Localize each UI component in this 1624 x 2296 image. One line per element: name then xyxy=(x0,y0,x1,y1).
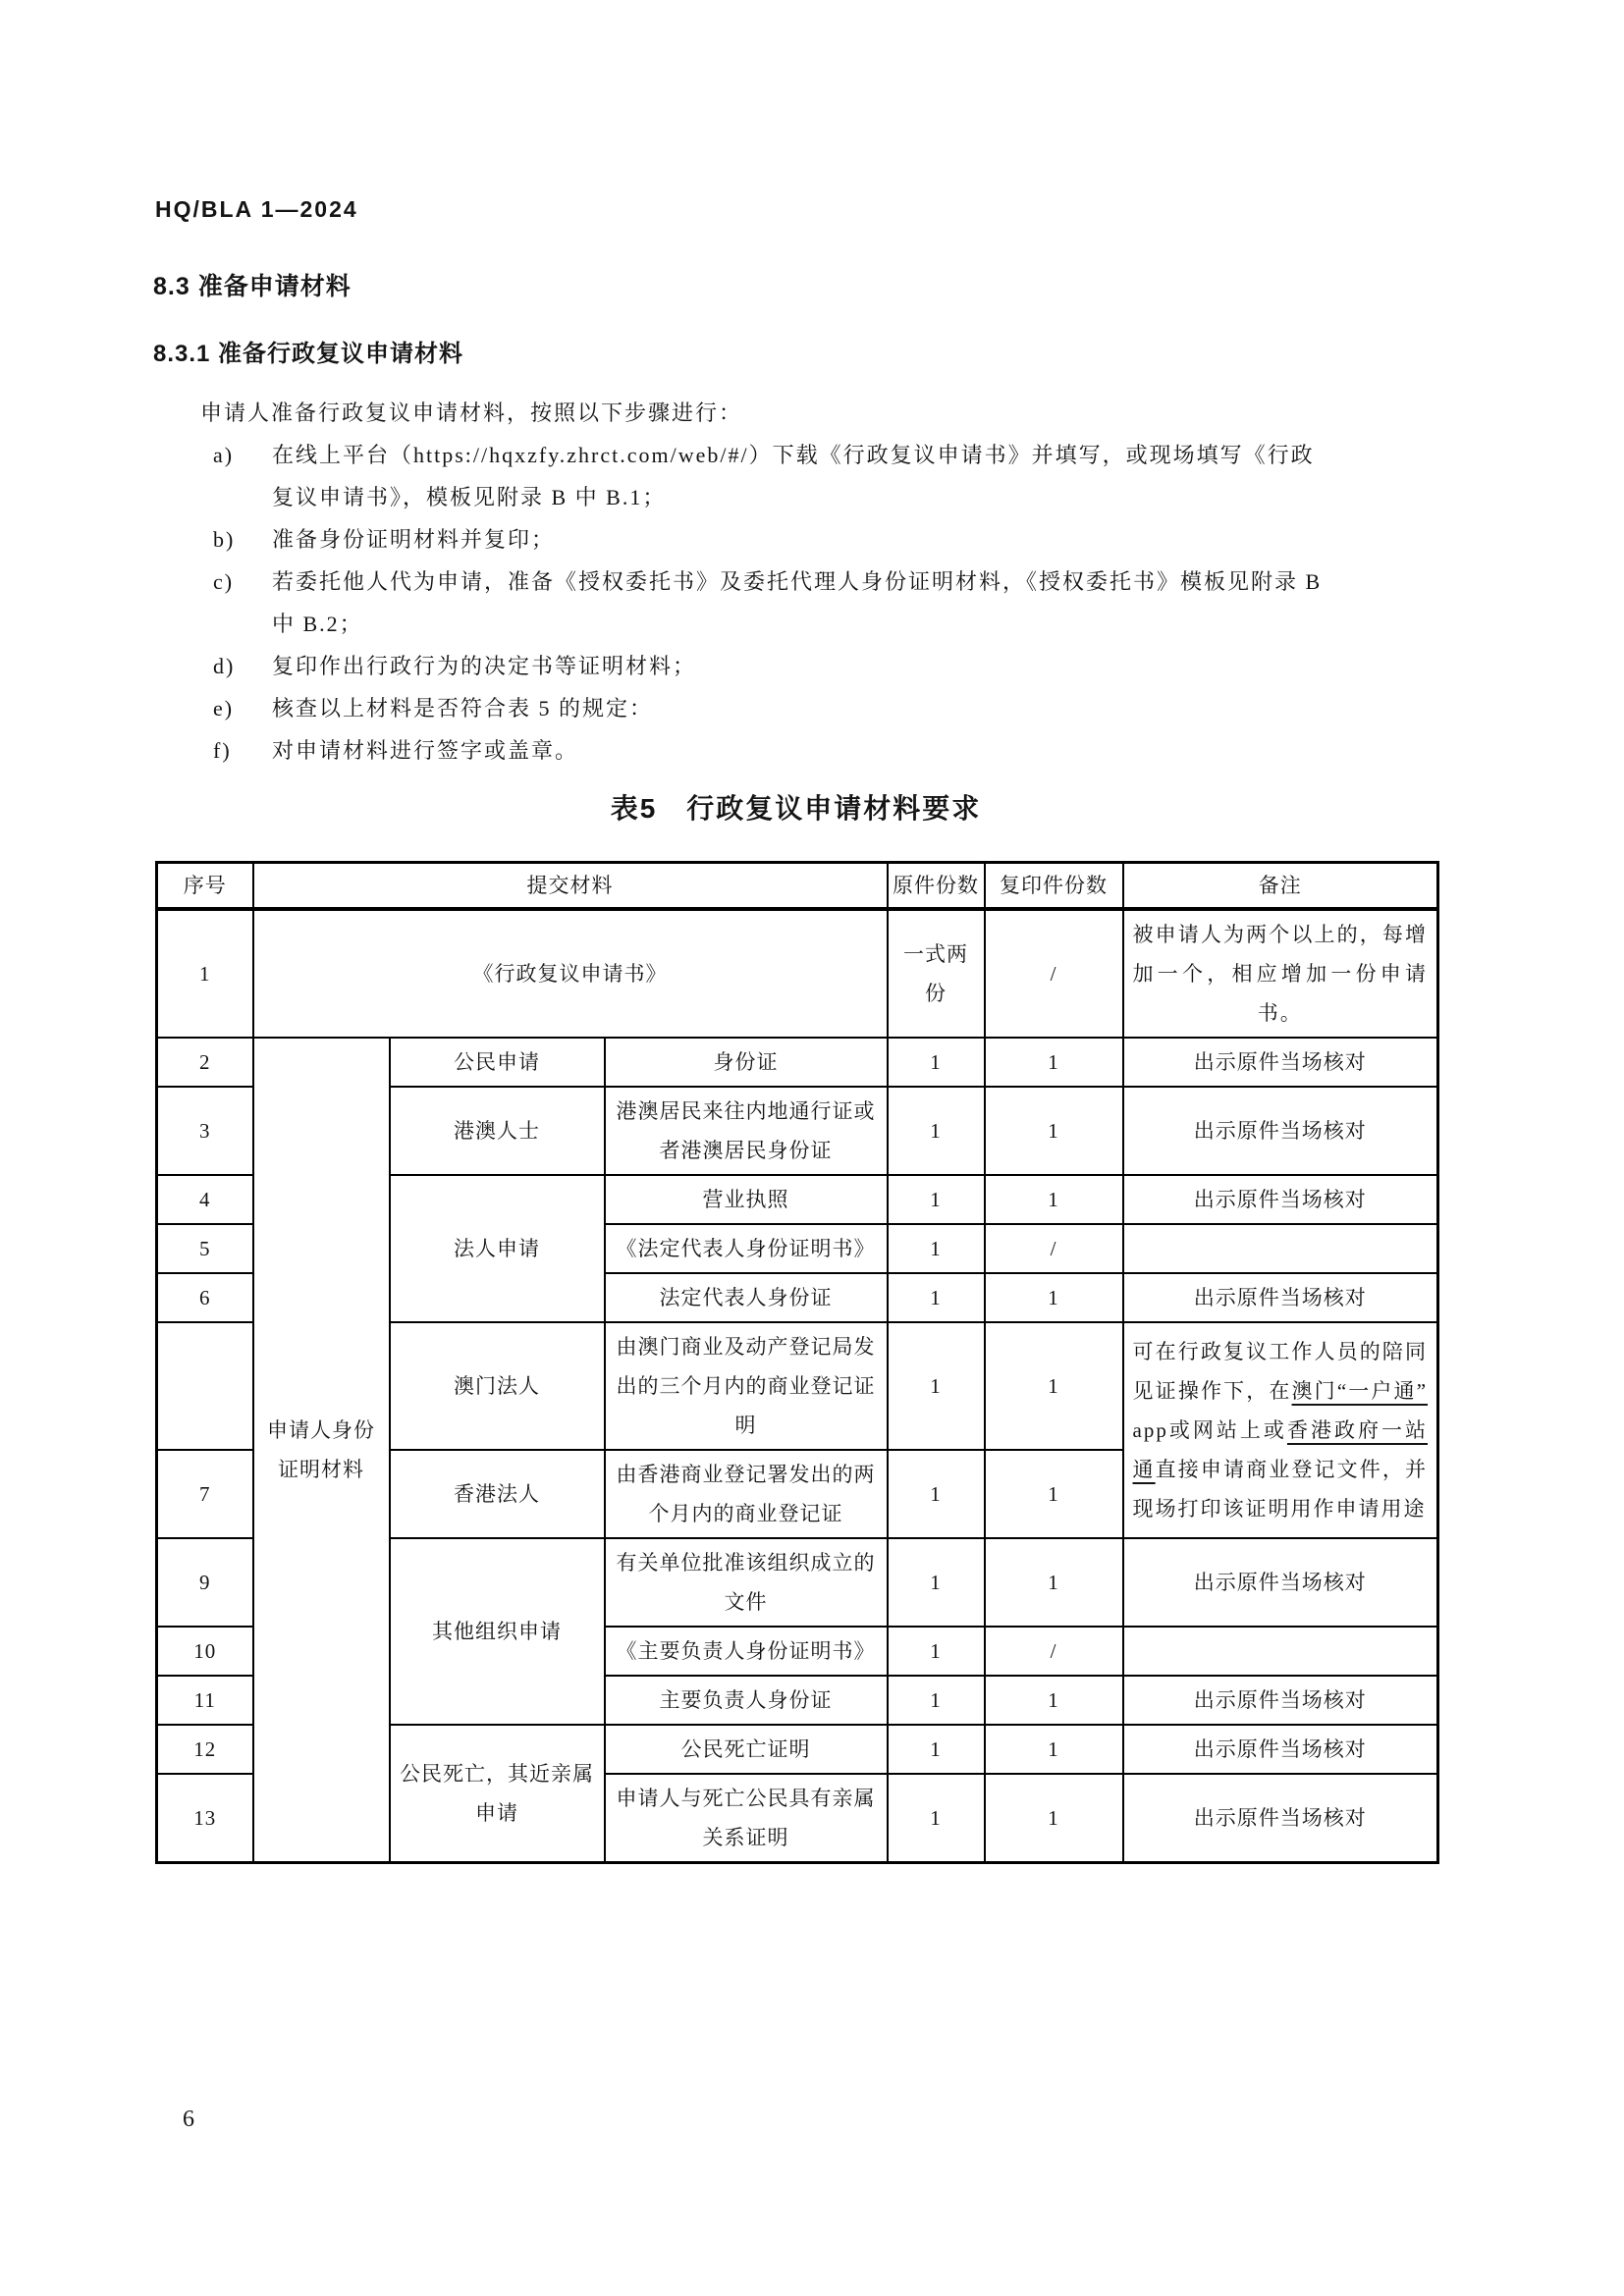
cell-no: 2 xyxy=(157,1038,253,1087)
cell-copy: / xyxy=(985,1224,1123,1273)
cell-material: 《法定代表人身份证明书》 xyxy=(605,1224,888,1273)
cell-no: 9 xyxy=(157,1538,253,1627)
note-text: 直接申请商业登记文件，并现场打印该证明用作申请用途 xyxy=(1132,1458,1429,1521)
list-text: 对申请材料进行签字或盖章。 xyxy=(272,738,579,763)
list-item-f xyxy=(157,729,1335,772)
cell-note: 出示原件当场核对 xyxy=(1123,1038,1438,1087)
note-text: app或网站上或 xyxy=(1132,1418,1287,1442)
cell-no: 11 xyxy=(157,1676,253,1725)
cell-copy: 1 xyxy=(985,1774,1123,1863)
cell-copy: / xyxy=(985,1627,1123,1676)
list-item-e xyxy=(157,687,1335,729)
page-number: 6 xyxy=(183,2107,194,2132)
list-marker: a) xyxy=(213,443,235,467)
subsection-heading: 8.3.1 准备行政复议申请材料 xyxy=(153,341,464,367)
col-header-material: 提交材料 xyxy=(253,863,888,910)
list-marker: e) xyxy=(213,696,235,721)
cell-material: 《行政复议申请书》 xyxy=(253,909,888,1038)
cell-no: 4 xyxy=(157,1175,253,1224)
table-row xyxy=(157,909,1438,1038)
note-underlined-macau: 澳门“一户通” xyxy=(1291,1379,1429,1403)
cell-no: 10 xyxy=(157,1627,253,1676)
cell-category: 其他组织申请 xyxy=(390,1538,605,1725)
cell-identity-group: 申请人身份证明材料 xyxy=(253,1038,390,1863)
list-marker: c) xyxy=(213,569,235,594)
cell-note: 出示原件当场核对 xyxy=(1123,1725,1438,1774)
cell-note: 被申请人为两个以上的，每增加一个，相应增加一份申请书。 xyxy=(1123,909,1438,1038)
cell-material: 申请人与死亡公民具有亲属关系证明 xyxy=(605,1774,888,1863)
col-header-copy: 复印件份数 xyxy=(985,863,1123,910)
cell-no: 12 xyxy=(157,1725,253,1774)
cell-material: 主要负责人身份证 xyxy=(605,1676,888,1725)
list-text: 若委托他人代为申请，准备《授权委托书》及委托代理人身份证明材料，《授权委托书》模板见附录 B 中 B.2； xyxy=(272,569,1323,636)
cell-copy: 1 xyxy=(985,1175,1123,1224)
cell-note xyxy=(1123,1224,1438,1273)
list-text: 复印作出行政行为的决定书等证明材料； xyxy=(272,654,697,678)
cell-original: 1 xyxy=(888,1322,985,1450)
cell-category: 公民死亡，其近亲属申请 xyxy=(390,1725,605,1863)
cell-copy: 1 xyxy=(985,1087,1123,1175)
body-content xyxy=(157,392,1335,772)
list-marker: f) xyxy=(213,738,232,763)
cell-no xyxy=(157,1322,253,1450)
cell-category: 香港法人 xyxy=(390,1450,605,1538)
cell-copy: 1 xyxy=(985,1038,1123,1087)
cell-category: 公民申请 xyxy=(390,1038,605,1087)
cell-copy: 1 xyxy=(985,1676,1123,1725)
cell-note: 出示原件当场核对 xyxy=(1123,1774,1438,1863)
cell-original: 1 xyxy=(888,1725,985,1774)
materials-table xyxy=(155,861,1439,1864)
cell-material: 公民死亡证明 xyxy=(605,1725,888,1774)
cell-material: 由香港商业登记署发出的两个月内的商业登记证 xyxy=(605,1450,888,1538)
list-marker: b) xyxy=(213,527,236,552)
cell-note xyxy=(1123,1627,1438,1676)
cell-no: 6 xyxy=(157,1273,253,1322)
cell-material: 身份证 xyxy=(605,1038,888,1087)
table-title: 表5 行政复议申请材料要求 xyxy=(610,793,982,824)
cell-category: 法人申请 xyxy=(390,1175,605,1322)
cell-material: 营业执照 xyxy=(605,1175,888,1224)
list-item-a xyxy=(157,434,1335,518)
cell-note: 出示原件当场核对 xyxy=(1123,1273,1438,1322)
cell-no: 5 xyxy=(157,1224,253,1273)
cell-original: 1 xyxy=(888,1676,985,1725)
cell-original: 1 xyxy=(888,1175,985,1224)
table-row xyxy=(157,1038,1438,1087)
cell-copy: 1 xyxy=(985,1725,1123,1774)
cell-note: 出示原件当场核对 xyxy=(1123,1676,1438,1725)
cell-original: 1 xyxy=(888,1627,985,1676)
list-item-b xyxy=(157,518,1335,561)
cell-original: 一式两份 xyxy=(888,909,985,1038)
cell-original: 1 xyxy=(888,1273,985,1322)
list-item-d xyxy=(157,645,1335,687)
note-underlined-hk: 香港政府一站通 xyxy=(1132,1418,1429,1481)
cell-no: 1 xyxy=(157,909,253,1038)
col-header-no: 序号 xyxy=(157,863,253,910)
cell-note: 出示原件当场核对 xyxy=(1123,1538,1438,1627)
cell-material: 《主要负责人身份证明书》 xyxy=(605,1627,888,1676)
cell-note-merged xyxy=(1123,1322,1438,1538)
cell-copy: 1 xyxy=(985,1273,1123,1322)
cell-original: 1 xyxy=(888,1774,985,1863)
cell-no: 13 xyxy=(157,1774,253,1863)
col-header-note: 备注 xyxy=(1123,863,1438,910)
cell-copy: 1 xyxy=(985,1538,1123,1627)
intro-paragraph: 申请人准备行政复议申请材料，按照以下步骤进行： xyxy=(200,400,743,425)
list-text: 核查以上材料是否符合表 5 的规定： xyxy=(272,696,654,721)
cell-copy: / xyxy=(985,909,1123,1038)
cell-no: 7 xyxy=(157,1450,253,1538)
cell-copy: 1 xyxy=(985,1322,1123,1450)
section-heading: 8.3 准备申请材料 xyxy=(153,273,352,300)
cell-material: 法定代表人身份证 xyxy=(605,1273,888,1322)
list-marker: d) xyxy=(213,654,236,678)
cell-copy: 1 xyxy=(985,1450,1123,1538)
cell-material: 港澳居民来往内地通行证或者港澳居民身份证 xyxy=(605,1087,888,1175)
cell-category: 澳门法人 xyxy=(390,1322,605,1450)
cell-original: 1 xyxy=(888,1450,985,1538)
doc-code: HQ/BLA 1—2024 xyxy=(155,196,358,222)
table-header-row xyxy=(157,863,1438,910)
cell-material: 由澳门商业及动产登记局发出的三个月内的商业登记证明 xyxy=(605,1322,888,1450)
list-text: 准备身份证明材料并复印； xyxy=(272,527,556,552)
cell-material: 有关单位批准该组织成立的文件 xyxy=(605,1538,888,1627)
list-text: 在线上平台（https://hqxzfy.zhrct.com/web/#/）下载《行政复议申请书》并填写，或现场填写《行政复议申请书》，模板见附录 B 中 B.1； xyxy=(272,443,1315,509)
cell-original: 1 xyxy=(888,1538,985,1627)
cell-category: 港澳人士 xyxy=(390,1087,605,1175)
cell-original: 1 xyxy=(888,1087,985,1175)
cell-no: 3 xyxy=(157,1087,253,1175)
cell-original: 1 xyxy=(888,1038,985,1087)
cell-note: 出示原件当场核对 xyxy=(1123,1175,1438,1224)
note-text: 可在行政复议工作人员的陪同见证操作下，在 xyxy=(1132,1340,1429,1403)
list-item-c xyxy=(157,561,1335,645)
cell-note: 出示原件当场核对 xyxy=(1123,1087,1438,1175)
cell-original: 1 xyxy=(888,1224,985,1273)
col-header-original: 原件份数 xyxy=(888,863,985,910)
